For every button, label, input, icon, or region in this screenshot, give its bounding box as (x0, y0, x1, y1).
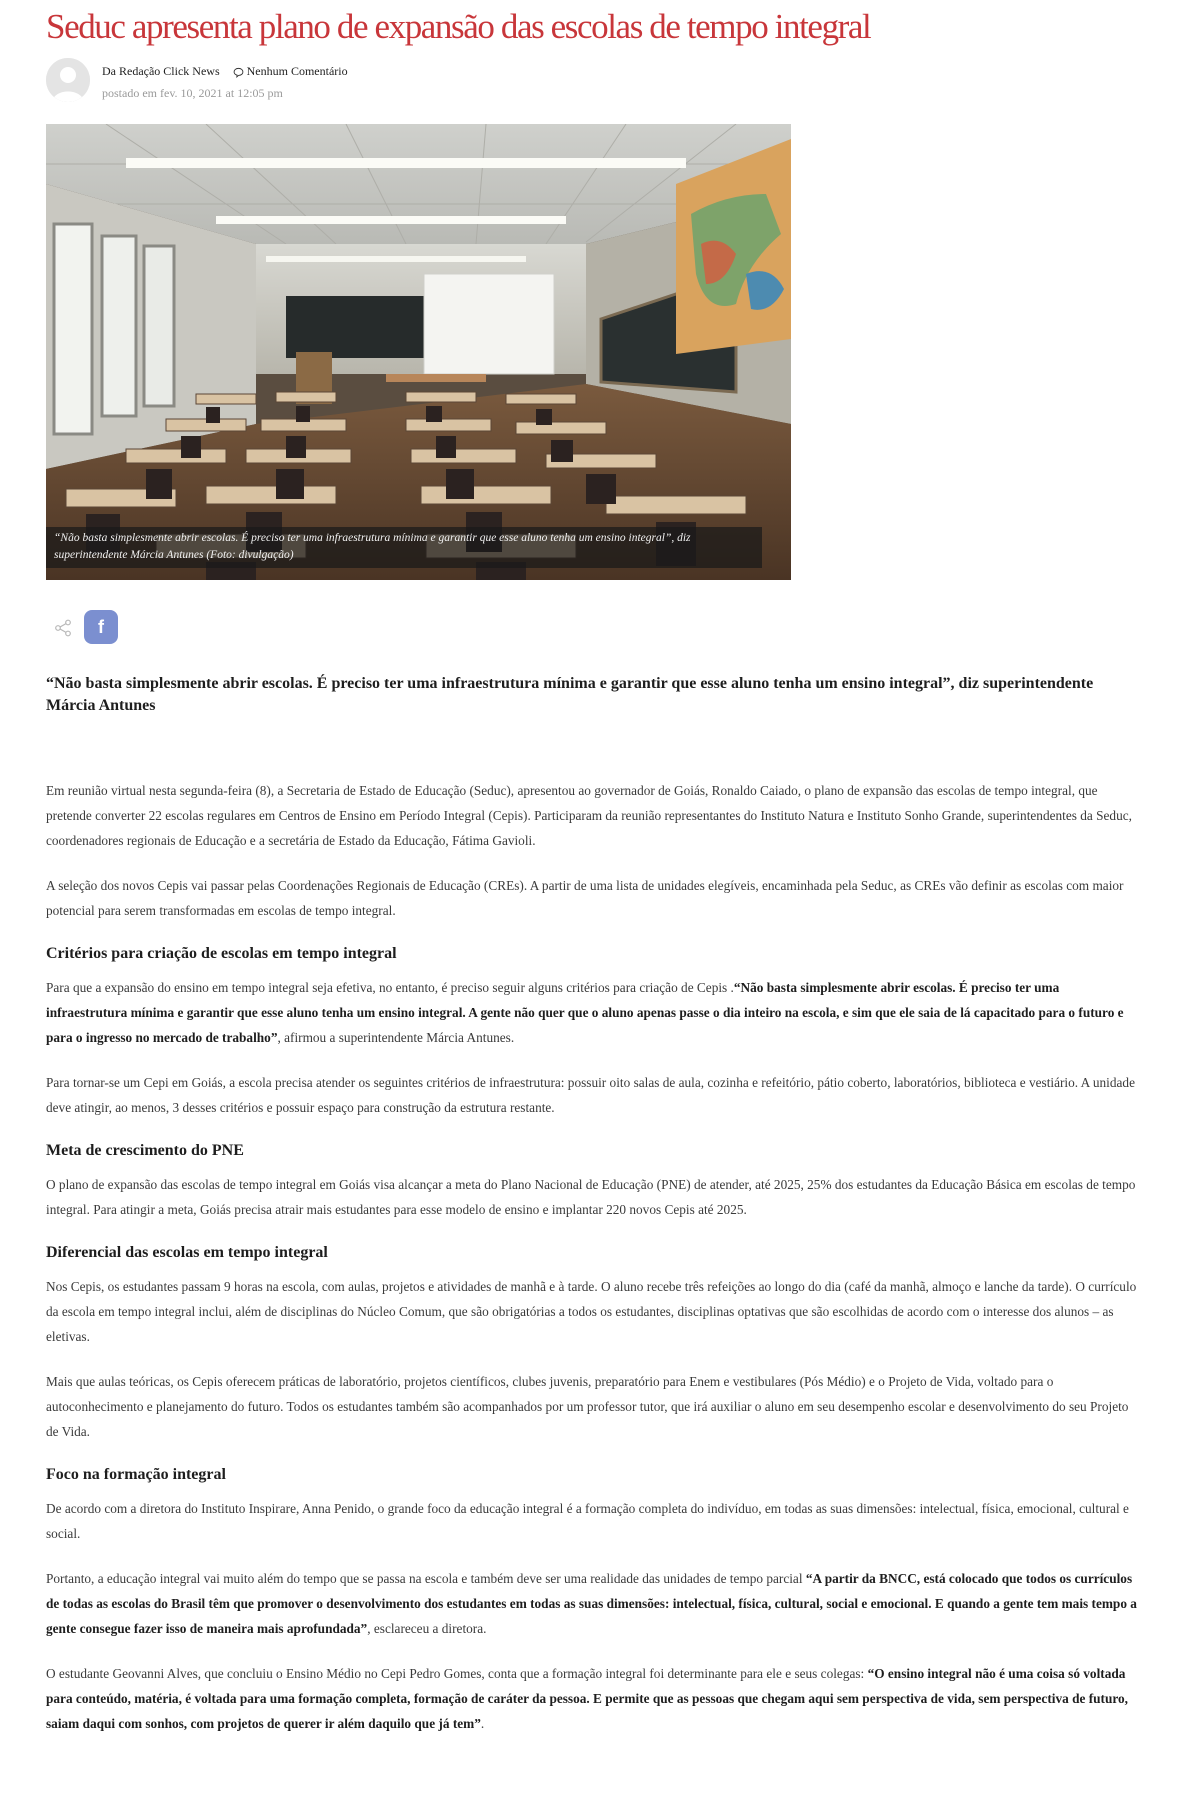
paragraph-text: Para que a expansão do ensino em tempo integral seja efetiva, no entanto, é preciso seguir alguns critérios para criação de Cepis . (46, 980, 734, 995)
quote: “Não basta simplesmente abrir escolas. É preciso ter uma infraestrutura mínima e garantir que esse aluno tenha um ensino integral. A gente não quer que o aluno apenas passe o dia inteiro na escola, e sim que ele saia de lá capacitado para o futuro e para o ingresso no mercado de trabalho” (46, 980, 1124, 1045)
comment-icon (233, 67, 244, 78)
paragraph (46, 1566, 1141, 1641)
user-icon (46, 58, 90, 102)
paragraph: O plano de expansão das escolas de tempo integral em Goiás visa alcançar a meta do Plano Nacional de Educação (PNE) de atender, até 2025, 25% dos estudantes da Educação Básica em escolas de tempo integral. Para atingir a meta, Goiás precisa atrair mais estudantes para esse modelo de ensino e implantar 220 novos Cepis até 2025. (46, 1177, 1136, 1217)
featured-image (46, 124, 791, 580)
paragraph: Para tornar-se um Cepi em Goiás, a escola precisa atender os seguintes critérios de infraestrutura: possuir oito salas de aula, cozinha e refeitório, pátio coberto, laboratórios, biblioteca e vestiário. A unidade deve atingir, ao menos, 3 desses critérios e possuir espaço para construção da estrutura restante. (46, 1075, 1135, 1115)
author-link[interactable]: Da Redação Click News (102, 64, 220, 78)
section-heading: Critérios para criação de escolas em tempo integral (46, 945, 397, 962)
comments-link[interactable] (233, 64, 348, 78)
paragraph-text: O estudante Geovanni Alves, que concluiu o Ensino Médio no Cepi Pedro Gomes, conta que a formação integral foi determinante para ele e seus colegas: (46, 1666, 868, 1681)
paragraph: De acordo com a diretora do Instituto Inspirare, Anna Penido, o grande foco da educação integral é a formação completa do indivíduo, em todas as suas dimensões: intelectual, física, emocional, cultural e social. (46, 1501, 1129, 1541)
paragraph-text: . (480, 1716, 485, 1731)
paragraph (46, 1661, 1141, 1736)
comments-count: Nenhum Comentário (246, 64, 348, 78)
post-meta (102, 64, 348, 79)
paragraph-text: , afirmou a superintendente Márcia Antunes. (277, 1030, 515, 1045)
article-lead: “Não basta simplesmente abrir escolas. É preciso ter uma infraestrutura mínima e garantir que esse aluno tenha um ensino integral”, diz superintendente Márcia Antunes (46, 675, 1094, 714)
quote: “A partir da BNCC, está colocado que todos os currículos de todas as escolas do Brasil têm que promover o desenvolvimento dos estudantes em todas as suas dimensões: intelectual, física, cultural, social e emocional. E quando a gente tem mais tempo a gente consegue fazer isso de maneira mais aprofundada” (46, 1571, 1137, 1636)
classroom-image (46, 124, 791, 580)
image-caption: “Não basta simplesmente abrir escolas. É preciso ter uma infraestrutura mínima e garantir que esse aluno tenha um ensino integral”, diz superintendente Márcia Antunes (Foto: divulgação) (46, 527, 762, 568)
author-avatar[interactable] (46, 58, 90, 102)
paragraph (46, 975, 1141, 1050)
post-date: postado em fev. 10, 2021 at 12:05 pm (102, 86, 283, 100)
quote: “O ensino integral não é uma coisa só voltada para conteúdo, matéria, é voltada para uma formação completa, formação de caráter da pessoa. E permite que as pessoas que chegam aqui sem perspectiva de vida, sem perspectiva de futuro, saiam daqui com sonhos, com projetos de querer ir além daquilo que já tem” (46, 1666, 1128, 1731)
section-heading: Diferencial das escolas em tempo integral (46, 1244, 328, 1261)
share-icon[interactable] (54, 619, 72, 637)
article-body (46, 778, 1141, 1756)
paragraph: Nos Cepis, os estudantes passam 9 horas na escola, com aulas, projetos e atividades de manhã e à tarde. O aluno recebe três refeições ao longo do dia (café da manhã, almoço e lanche da tarde). O currículo da escola em tempo integral inclui, além de disciplinas do Núcleo Comum, que são obrigatórias a todos os estudantes, disciplinas optativas que são escolhidas de acordo com o interesse dos alunos – as eletivas. (46, 1279, 1137, 1344)
facebook-share-button[interactable] (84, 610, 118, 644)
paragraph: Mais que aulas teóricas, os Cepis oferecem práticas de laboratório, projetos científicos, clubes juvenis, preparatório para Enem e vestibulares (Pós Médio) e o Projeto de Vida, voltado para o autoconhecimento e planejamento do futuro. Todos os estudantes também são acompanhados por um professor tutor, que irá auxiliar o aluno em seu desempenho escolar e desenvolvimento do seu Projeto de Vida. (46, 1374, 1129, 1439)
paragraph: Em reunião virtual nesta segunda-feira (8), a Secretaria de Estado de Educação (Seduc), apresentou ao governador de Goiás, Ronaldo Caiado, o plano de expansão das escolas de tempo integral, que pretende converter 22 escolas regulares em Centros de Ensino em Período Integral (Cepis). Participaram da reunião representantes do Instituto Natura e Instituto Sonho Grande, superintendentes da Seduc, coordenadores regionais de Educação e a secretária de Estado da Educação, Fátima Gavioli. (46, 783, 1132, 848)
section-heading: Meta de crescimento do PNE (46, 1142, 244, 1159)
article-title: Seduc apresenta plano de expansão das escolas de tempo integral (46, 7, 871, 46)
facebook-icon: f (98, 617, 104, 637)
paragraph-text: , esclareceu a diretora. (367, 1621, 487, 1636)
paragraph-text: Portanto, a educação integral vai muito além do tempo que se passa na escola e também deve ser uma realidade das unidades de tempo parcial (46, 1571, 806, 1586)
paragraph: A seleção dos novos Cepis vai passar pelas Coordenações Regionais de Educação (CREs). A partir de uma lista de unidades elegíveis, encaminhada pela Seduc, as CREs vão definir as escolas com maior potencial para serem transformadas em escolas de tempo integral. (46, 878, 1124, 918)
section-heading: Foco na formação integral (46, 1466, 226, 1483)
